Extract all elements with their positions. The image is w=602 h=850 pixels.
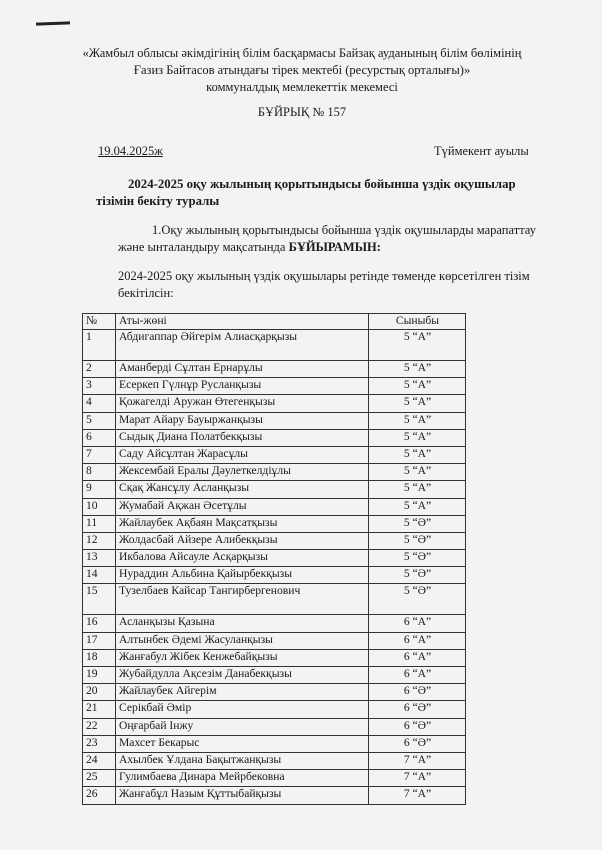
row-grade: 5 “Ә” (369, 550, 466, 567)
table-row (83, 667, 466, 684)
row-number: 21 (83, 701, 116, 718)
paragraph-1-line-2 (118, 239, 572, 255)
row-name: Жумабай Ақжан Әсетұлы (116, 498, 369, 515)
order-place: Түймекент ауылы (434, 144, 529, 158)
paragraph-1-text: және ынталандыру мақсатында (118, 240, 289, 254)
row-grade: 7 “А” (369, 770, 466, 787)
row-number: 24 (83, 752, 116, 769)
row-grade: 6 “А” (369, 649, 466, 666)
row-name: Аманберді Сұлтан Ернарұлы (116, 361, 369, 378)
table-row (83, 735, 466, 752)
row-number: 12 (83, 532, 116, 549)
row-name: Жубайдулла Ақсезім Данабекқызы (116, 667, 369, 684)
row-grade: 5 “Ә” (369, 532, 466, 549)
subject-line-1: 2024-2025 оқу жылының қорытындысы бойынша үздік оқушылар (128, 177, 516, 191)
row-number: 7 (83, 446, 116, 463)
row-grade: 5 “А” (369, 429, 466, 446)
row-grade: 5 “А” (369, 481, 466, 498)
row-name: Абдигаппар Әйгерім Алиасқарқызы (116, 330, 369, 361)
row-grade: 6 “А” (369, 667, 466, 684)
row-name: Марат Айару Бауыржанқызы (116, 412, 369, 429)
header-line-3: коммуналдық мемлекеттік мекемесі (206, 80, 398, 94)
table-row (83, 395, 466, 412)
row-number: 26 (83, 787, 116, 804)
header-name: Аты-жөні (116, 314, 369, 330)
row-grade: 6 “А” (369, 632, 466, 649)
row-grade: 5 “А” (369, 446, 466, 463)
table-row (83, 701, 466, 718)
row-grade: 6 “Ә” (369, 718, 466, 735)
row-name: Жайлаубек Айгерім (116, 684, 369, 701)
table-row (83, 412, 466, 429)
row-name: Қожагелді Аружан Өтегенқызы (116, 395, 369, 412)
row-number: 1 (83, 330, 116, 361)
table-row (83, 649, 466, 666)
row-number: 18 (83, 649, 116, 666)
row-name: Есеркеп Гүлнұр Русланқызы (116, 378, 369, 395)
row-grade: 5 “А” (369, 361, 466, 378)
row-name: Жанғабұл Назым Құттыбайқызы (116, 787, 369, 804)
row-number: 2 (83, 361, 116, 378)
paragraph-2-line-2: бекітілсін: (118, 286, 174, 300)
row-number: 25 (83, 770, 116, 787)
students-table (82, 313, 466, 805)
row-name: Тузелбаев Кайсар Тангирбергенович (116, 584, 369, 615)
subject-line-2: тізімін бекіту туралы (96, 194, 220, 208)
table-row (83, 550, 466, 567)
row-name: Нураддин Альбина Қайырбекқызы (116, 567, 369, 584)
row-name: Сқақ Жансұлу Асланқызы (116, 481, 369, 498)
row-number: 11 (83, 515, 116, 532)
table-row (83, 361, 466, 378)
row-number: 4 (83, 395, 116, 412)
header-grade: Сыныбы (369, 314, 466, 330)
row-name: Махсет Бекарыс (116, 735, 369, 752)
table-row (83, 464, 466, 481)
table-row (83, 378, 466, 395)
table-row (83, 429, 466, 446)
row-grade: 5 “Ә” (369, 584, 466, 615)
table-row (83, 770, 466, 787)
header-line-2: Ғазиз Байтасов атындағы тірек мектебі (ресурстық орталығы)» (133, 63, 471, 77)
row-number: 10 (83, 498, 116, 515)
row-number: 16 (83, 615, 116, 632)
table-row (83, 632, 466, 649)
table-row (83, 567, 466, 584)
table-row (83, 481, 466, 498)
row-grade: 6 “Ә” (369, 684, 466, 701)
row-number: 5 (83, 412, 116, 429)
row-number: 14 (83, 567, 116, 584)
table-header-row (83, 314, 466, 330)
row-number: 6 (83, 429, 116, 446)
row-number: 8 (83, 464, 116, 481)
table-row (83, 515, 466, 532)
header-line-1: «Жамбыл облысы әкімдігінің білім басқармасы Байзақ ауданының білім бөлімінің (82, 46, 522, 60)
students-table-body (83, 314, 466, 805)
table-row (83, 532, 466, 549)
row-name: Жанғабул Жібек Кенжебайқызы (116, 649, 369, 666)
order-decree-word: БҰЙЫРАМЫН: (288, 240, 381, 254)
table-row (83, 498, 466, 515)
row-number: 9 (83, 481, 116, 498)
paragraph-2-line-1: 2024-2025 оқу жылының үздік оқушылары ретінде төменде көрсетілген тізім (118, 269, 530, 283)
order-title: БҰЙРЫҚ № 157 (257, 105, 347, 119)
row-name: Жайлаубек Ақбаян Мақсатқызы (116, 515, 369, 532)
row-grade: 7 “А” (369, 752, 466, 769)
row-grade: 5 “А” (369, 395, 466, 412)
row-number: 13 (83, 550, 116, 567)
table-row (83, 752, 466, 769)
row-name: Асланқызы Қазына (116, 615, 369, 632)
row-grade: 5 “А” (369, 412, 466, 429)
row-name: Алтынбек Әдемі Жасуланқызы (116, 632, 369, 649)
row-grade: 5 “Ә” (369, 515, 466, 532)
row-name: Сыдық Диана Полатбекқызы (116, 429, 369, 446)
row-grade: 6 “Ә” (369, 735, 466, 752)
row-grade: 5 “А” (369, 498, 466, 515)
order-date: 19.04.2025ж (98, 144, 163, 158)
row-grade: 5 “Ә” (369, 567, 466, 584)
row-grade: 6 “Ә” (369, 701, 466, 718)
table-row (83, 584, 466, 615)
scan-mark (36, 21, 70, 25)
table-row (83, 718, 466, 735)
row-name: Ахылбек Ұлдана Бақытжанқызы (116, 752, 369, 769)
table-row (83, 787, 466, 804)
row-name: Оңғарбай Інжу (116, 718, 369, 735)
row-number: 20 (83, 684, 116, 701)
table-row (83, 615, 466, 632)
row-name: Жолдасбай Айзере Алибекқызы (116, 532, 369, 549)
table-row (83, 684, 466, 701)
row-number: 22 (83, 718, 116, 735)
table-row (83, 446, 466, 463)
table-row (83, 330, 466, 361)
row-number: 19 (83, 667, 116, 684)
row-number: 15 (83, 584, 116, 615)
row-grade: 7 “А” (369, 787, 466, 804)
row-name: Гулимбаева Динара Мейрбековна (116, 770, 369, 787)
row-grade: 5 “А” (369, 330, 466, 361)
row-name: Жексембай Ералы Дәулеткелдіұлы (116, 464, 369, 481)
row-grade: 5 “А” (369, 464, 466, 481)
row-grade: 5 “А” (369, 378, 466, 395)
paragraph-1-line-1: 1.Оқу жылының қорытындысы бойынша үздік оқушыларды марапаттау (152, 223, 536, 237)
row-number: 17 (83, 632, 116, 649)
row-number: 3 (83, 378, 116, 395)
row-name: Икбалова Айсауле Асқарқызы (116, 550, 369, 567)
header-number: № (83, 314, 116, 330)
row-name: Серікбай Әмір (116, 701, 369, 718)
row-number: 23 (83, 735, 116, 752)
row-grade: 6 “А” (369, 615, 466, 632)
row-name: Саду Айсұлтан Жарасұлы (116, 446, 369, 463)
